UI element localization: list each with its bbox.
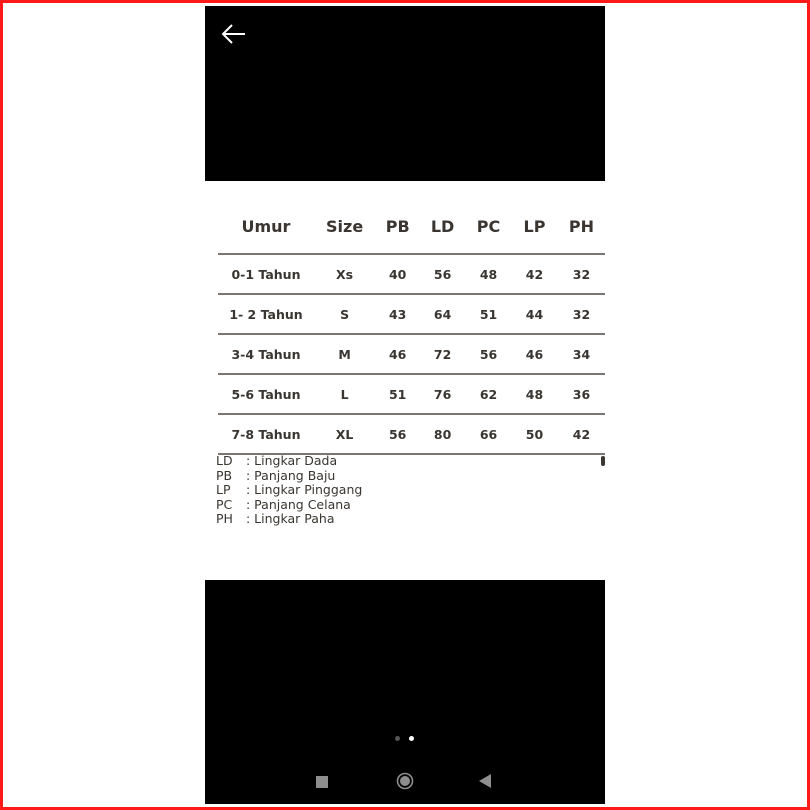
table-cell: 62 [465,374,512,414]
pager-dots [395,736,425,744]
system-navigation-bar [205,764,605,798]
table-cell: 42 [512,254,557,294]
column-header: PC [465,199,512,254]
measurement-legend [216,454,362,527]
column-header: Size [314,199,375,254]
table-cell: 42 [557,414,605,454]
table-cell: 56 [465,334,512,374]
size-chart-table [218,199,605,455]
column-header: Umur [218,199,314,254]
table-cell: 48 [512,374,557,414]
pager-dot-active[interactable] [409,736,414,741]
table-cell: 46 [512,334,557,374]
table-cell: 46 [375,334,420,374]
table-cell: 56 [375,414,420,454]
table-cell: 66 [465,414,512,454]
table-cell: M [314,334,375,374]
legend-abbr: PC [216,496,233,512]
table-cell: 3-4 Tahun [218,334,314,374]
legend-text: : Panjang Baju [246,467,336,483]
table-cell: L [314,374,375,414]
legend-item [216,512,362,527]
table-row [218,294,605,334]
table-row [218,334,605,374]
column-header: PH [557,199,605,254]
table-cell: 1- 2 Tahun [218,294,314,334]
table-row [218,254,605,294]
legend-text: : Lingkar Paha [246,511,335,527]
table-cell: Xs [314,254,375,294]
table-cell: 7-8 Tahun [218,414,314,454]
table-cell: 56 [420,254,465,294]
table-cell: 43 [375,294,420,334]
legend-abbr: LD [216,453,233,468]
table-cell: 40 [375,254,420,294]
table-cell: XL [314,414,375,454]
legend-text: : Lingkar Dada [246,453,338,468]
back-arrow-icon[interactable] [219,22,251,46]
legend-text: : Panjang Celana [246,496,351,512]
table-cell: 80 [420,414,465,454]
column-header: LD [420,199,465,254]
cropped-glyph [601,456,605,466]
legend-item [216,469,362,484]
size-chart-image[interactable] [205,181,605,580]
image-viewer-screen [205,6,605,804]
legend-abbr: PH [216,511,233,527]
back-triangle-icon[interactable] [479,774,491,788]
pager-dot[interactable] [395,736,400,741]
table-row [218,414,605,454]
legend-item [216,454,362,469]
column-header: PB [375,199,420,254]
table-cell: S [314,294,375,334]
table-cell: 36 [557,374,605,414]
table-cell: 51 [465,294,512,334]
legend-item [216,483,362,498]
table-cell: 0-1 Tahun [218,254,314,294]
home-circle-icon[interactable] [396,772,414,790]
table-cell: 51 [375,374,420,414]
legend-abbr: LP [216,482,231,498]
table-cell: 34 [557,334,605,374]
table-row [218,374,605,414]
table-cell: 76 [420,374,465,414]
table-cell: 50 [512,414,557,454]
table-header-row [218,199,605,254]
table-cell: 32 [557,294,605,334]
table-cell: 48 [465,254,512,294]
table-cell: 72 [420,334,465,374]
column-header: LP [512,199,557,254]
recent-apps-square-icon[interactable] [316,776,328,788]
table-cell: 32 [557,254,605,294]
legend-text: : Lingkar Pinggang [246,482,363,498]
table-cell: 44 [512,294,557,334]
table-cell: 5-6 Tahun [218,374,314,414]
table-cell: 64 [420,294,465,334]
legend-item [216,498,362,513]
legend-abbr: PB [216,467,233,483]
